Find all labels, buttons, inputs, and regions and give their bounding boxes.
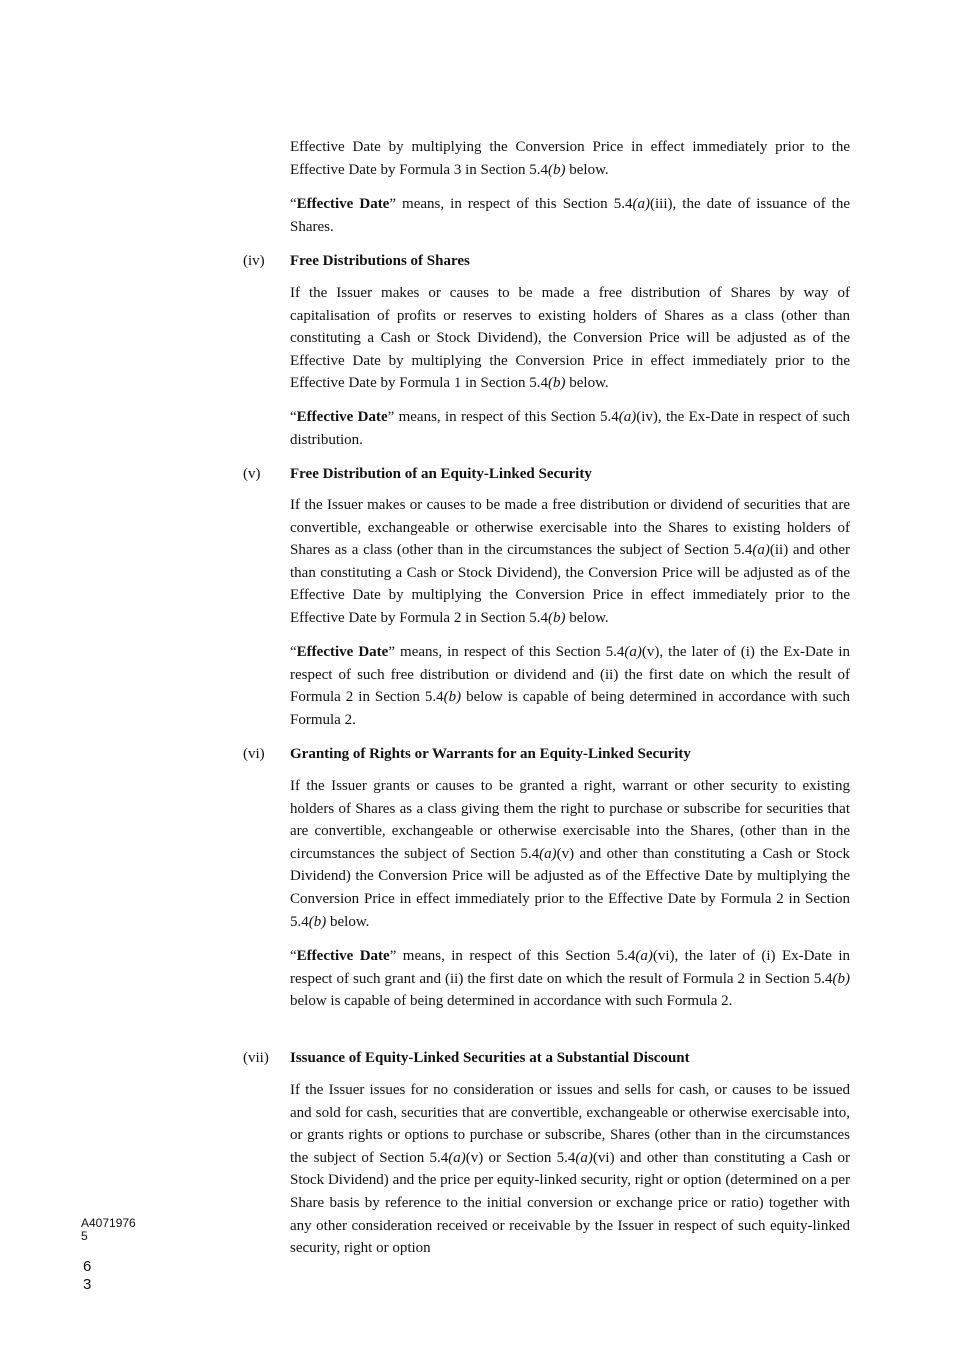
section-number-iv: (iv) [243,253,265,269]
section-ref: (a) [575,1149,593,1166]
paragraph-text: below. [565,375,609,392]
paragraph-text: (v) or Section 5.4 [465,1149,576,1166]
document-reference-line-2: 5 [81,1229,88,1243]
paragraph-text: If the Issuer grants or causes to be granted a right, warrant or other security to existing holders of Shares as a class giving them the right to purchase or subscribe for securities that are convertible, exchangeable or otherwise exercisable into the Shares, (other than in the circumstances the subject of Section 5.4 [290,778,850,862]
section-ref: (a) [752,542,770,559]
section-heading-vii: Issuance of Equity-Linked Securities at a Substantial Discount [290,1050,690,1066]
definition-effective-date-v [290,641,850,731]
paragraph-effective-date-formula-3 [290,136,850,181]
section-ref: (b) [548,375,566,392]
quote-mark: “ [290,948,297,964]
section-number-vi: (vi) [243,746,265,762]
paragraph-text: (iv), the Ex-Date in respect of such distribution. [290,409,851,448]
section-vii-paragraph [290,1079,850,1260]
paragraph-text: Effective Date by multiplying the Conversion Price in effect immediately prior to the Effective Date by Formula 3 in Section 5.4 [290,139,850,178]
section-ref: (b) [832,970,850,987]
defined-term: Effective Date [296,196,390,212]
section-heading-vi: Granting of Rights or Warrants for an Equity-Linked Security [290,746,691,762]
quote-mark: “ [290,644,297,660]
section-vi-paragraph [290,775,850,933]
page-number-line-1: 6 [83,1258,92,1275]
section-ref: (a) [632,196,650,212]
section-iv-paragraph [290,282,850,395]
section-ref: (a) [624,644,642,660]
paragraph-text: below. [565,609,609,626]
section-ref: (a) [618,409,637,425]
quote-mark: “ [290,196,297,212]
section-heading-v: Free Distribution of an Equity-Linked Security [290,466,592,482]
paragraph-text: below is capable of being determined in accordance with such Formula 2. [290,689,850,728]
section-ref: (a) [635,948,653,964]
section-ref: (b) [548,161,566,178]
defined-term: Effective Date [296,948,390,964]
section-ref: (b) [308,913,327,930]
paragraph-text: ” means, in respect of this Section 5.4 [387,409,619,425]
section-ref: (b) [443,689,462,706]
definition-effective-date-iv [290,406,850,451]
document-reference [81,1217,136,1243]
section-ref: (b) [548,609,566,626]
paragraph-text: ” means, in respect of this Section 5.4 [389,948,636,964]
paragraph-text: (ii) and other than constituting a Cash or Stock Dividend), the Conversion Price will be adjusted as of the Effective Date by multiplying the Conversion Price in effect immediately prior to the Effective Date by Formula 2 in Section 5.4 [290,542,850,626]
page-number [83,1258,92,1293]
section-ref: (a) [539,845,557,862]
paragraph-text: (vi), the later of (i) Ex-Date in respect of such grant and (ii) the first date on which the result of Formula 2 in Section 5.4 [290,948,850,987]
paragraph-text: If the Issuer makes or causes to be made a free distribution or dividend of securities that are convertible, exchangeable or otherwise exercisable into the Shares to existing holders of Shares as a class (other than in the circumstances the subject of Section 5.4 [290,497,850,559]
paragraph-text: (vi) and other than constituting a Cash or Stock Dividend) and the price per equity-linked security, right or option (determined on a per Share basis by reference to the initial conversion or exchange price or ratio) together with any other consideration received or receivable by the Issuer in respect of such equity-linked security, right or option [290,1149,850,1257]
paragraph-text: If the Issuer issues for no consideration or issues and sells for cash, or causes to be issued and sold for cash, securities that are convertible, exchangeable or otherwise exercisable into, or grants rights or options to purchase or subscribe, Shares (other than in the circumstances the subject of Section 5.4 [290,1082,850,1166]
page-number-line-2: 3 [83,1276,92,1293]
paragraph-text: (v), the later of (i) the Ex-Date in respect of such free distribution or dividend and (ii) the first date on which the result of Formula 2 in Section 5.4 [290,644,850,706]
paragraph-text: below. [565,161,609,178]
document-reference-line-1: A4071976 [81,1216,136,1230]
paragraph-text: ” means, in respect of this Section 5.4 [389,196,633,212]
paragraph-text: If the Issuer makes or causes to be made a free distribution of Shares by way of capitalisation of profits or reserves to existing holders of Shares as a class (other than constituting a Cash or Stock Dividend), the Conversion Price will be adjusted as of the Effective Date by multiplying the Conversion Price in effect immediately prior to the Effective Date by Formula 1 in Section 5.4 [290,285,850,392]
paragraph-text: below. [326,913,370,930]
section-v-paragraph [290,494,850,630]
section-ref: (a) [448,1149,466,1166]
paragraph-text: (v) and other than constituting a Cash or Stock Dividend) the Conversion Price will be adjusted as of the Effective Date by multiplying the Conversion Price in effect immediately prior to the Effective Date by Formula 2 in Section 5.4 [290,845,850,930]
defined-term: Effective Date [296,644,389,660]
definition-effective-date-iii [290,193,850,238]
paragraph-text: (iii), the date of issuance of the Shares. [290,196,850,235]
definition-effective-date-vi [290,945,850,1013]
section-number-vii: (vii) [243,1050,269,1066]
section-heading-iv: Free Distributions of Shares [290,253,470,269]
paragraph-text: ” means, in respect of this Section 5.4 [388,644,625,660]
defined-term: Effective Date [296,409,388,425]
quote-mark: “ [290,409,297,425]
paragraph-text: below is capable of being determined in accordance with such Formula 2. [290,993,733,1010]
section-number-v: (v) [243,466,261,482]
